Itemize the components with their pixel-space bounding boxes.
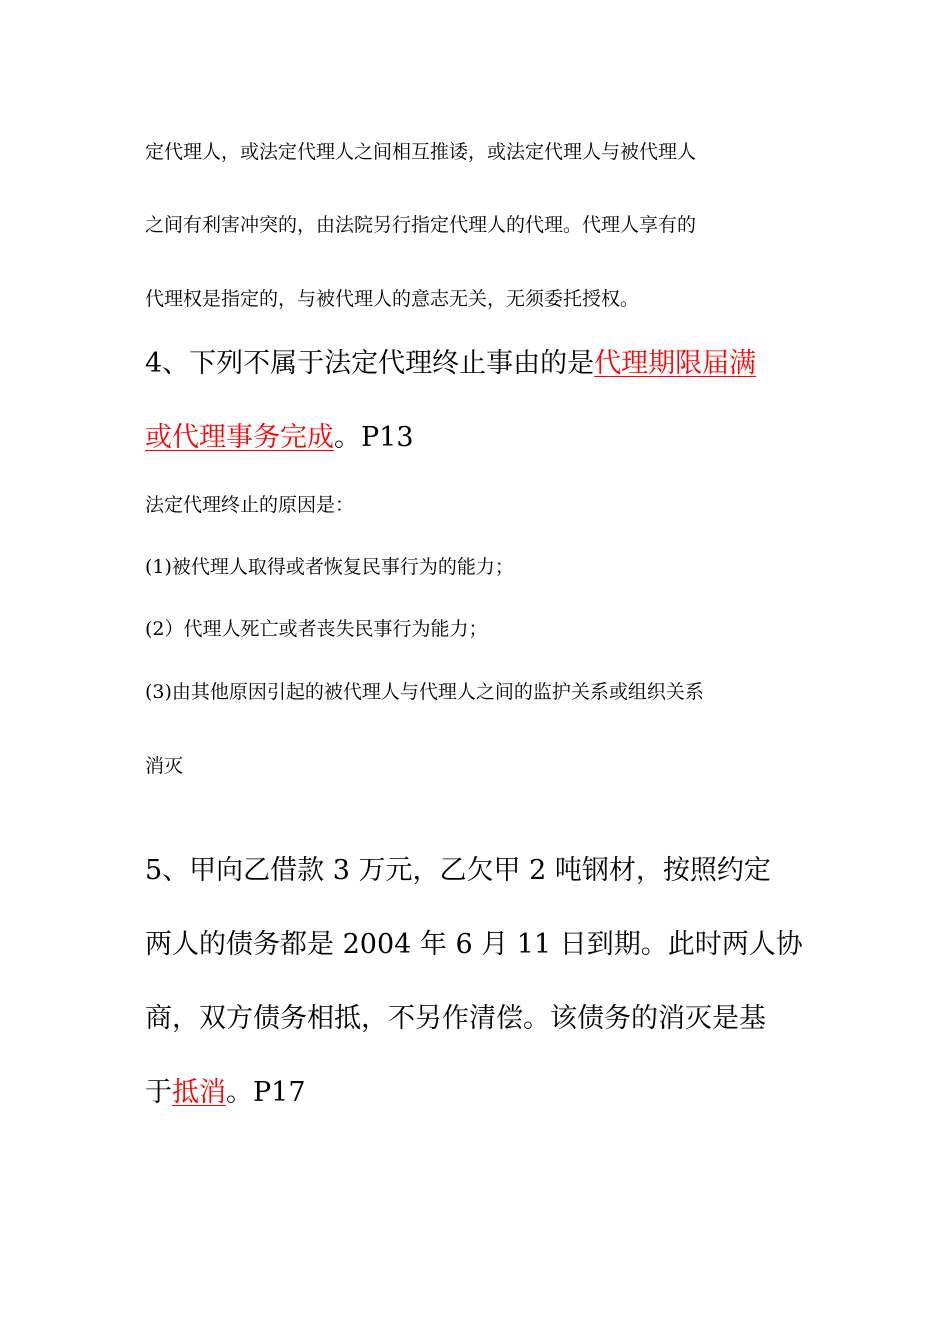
q4-explanation-item-3: (3)由其他原因引起的被代理人与代理人之间的监护关系或组织关系 <box>145 681 704 703</box>
question-5-line-1: 5、甲向乙借款 3 万元，乙欠甲 2 吨钢材，按照约定 <box>145 855 771 886</box>
q4-explanation-item-2: (2）代理人死亡或者丧失民事行为能力； <box>145 618 488 640</box>
question-5-answer: 抵消 <box>172 1077 226 1108</box>
intro-line-2: 之间有利害冲突的，由法院另行指定代理人的代理。代理人享有的 <box>145 214 697 236</box>
question-4-suffix: 。P13 <box>334 422 414 453</box>
question-5-line-4 <box>145 1079 306 1106</box>
question-4-line-2 <box>145 424 414 451</box>
question-5-suffix: 。P17 <box>226 1077 306 1108</box>
intro-line-1: 定代理人，或法定代理人之间相互推诿，或法定代理人与被代理人 <box>145 141 697 163</box>
question-5-line-2: 两人的债务都是 2004 年 6 月 11 日到期。此时两人协 <box>145 929 803 960</box>
question-5-line-4-prefix: 于 <box>145 1077 172 1108</box>
q4-explanation-heading: 法定代理终止的原因是： <box>145 494 355 516</box>
question-4-prefix: 4、下列不属于法定代理终止事由的是 <box>145 348 595 379</box>
question-4-answer-part-2: 或代理事务完成 <box>145 422 334 453</box>
question-4-answer-part-1: 代理期限届满 <box>594 348 757 379</box>
intro-line-3: 代理权是指定的，与被代理人的意志无关，无须委托授权。 <box>145 288 640 310</box>
q4-explanation-item-4: 消灭 <box>145 755 184 777</box>
question-4-line-1 <box>145 350 756 377</box>
question-5-line-3: 商，双方债务相抵，不另作清偿。该债务的消灭是基 <box>145 1003 766 1034</box>
q4-explanation-item-1: (1)被代理人取得或者恢复民事行为的能力； <box>145 556 514 578</box>
